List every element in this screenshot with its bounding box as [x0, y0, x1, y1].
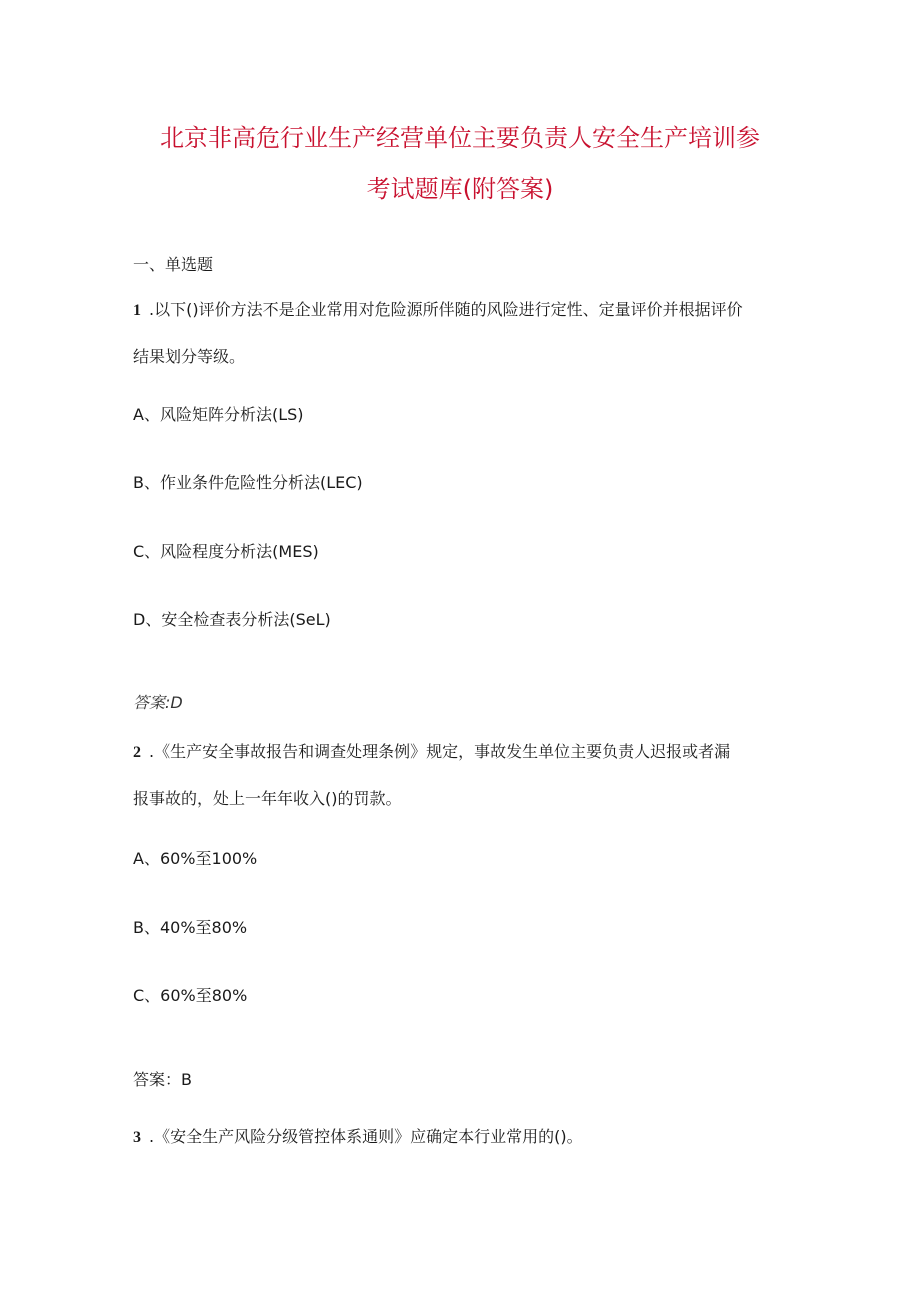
question-text: .以下()评价方法不是企业常用对危险源所伴随的风险进行定性、定量评价并根据评价 [149, 300, 743, 319]
question-2-option-c: C、60%至80% [133, 986, 248, 1005]
question-1-answer: 答案:D [133, 693, 183, 712]
question-1-option-c: C、风险程度分析法(MES) [133, 542, 319, 561]
question-1-line2: 结果划分等级。 [133, 347, 246, 366]
question-2-line1 [133, 741, 730, 764]
question-2-option-b: B、40%至80% [133, 918, 248, 937]
question-1-option-d: D、安全检查表分析法(SeL) [133, 610, 331, 629]
question-number: 3 [133, 1129, 141, 1146]
question-number: 2 [133, 744, 141, 761]
question-2-option-a: A、60%至100% [133, 849, 258, 868]
question-text: .《安全生产风险分级管控体系通则》应确定本行业常用的()。 [149, 1127, 583, 1146]
section-heading: 一、单选题 [133, 255, 214, 274]
question-1-line1 [133, 299, 743, 322]
document-title-line1: 北京非高危行业生产经营单位主要负责人安全生产培训参 [160, 124, 760, 152]
question-1-option-b: B、作业条件危险性分析法(LEC) [133, 473, 363, 492]
document-title-line2: 考试题库(附答案) [366, 175, 554, 203]
question-number: 1 [133, 302, 141, 319]
question-2-answer: 答案：B [133, 1070, 192, 1089]
question-1-option-a: A、风险矩阵分析法(LS) [133, 405, 304, 424]
question-2-line2: 报事故的，处上一年年收入()的罚款。 [133, 789, 402, 808]
question-3-line1 [133, 1126, 583, 1149]
question-text: .《生产安全事故报告和调查处理条例》规定，事故发生单位主要负责人迟报或者漏 [149, 742, 731, 761]
